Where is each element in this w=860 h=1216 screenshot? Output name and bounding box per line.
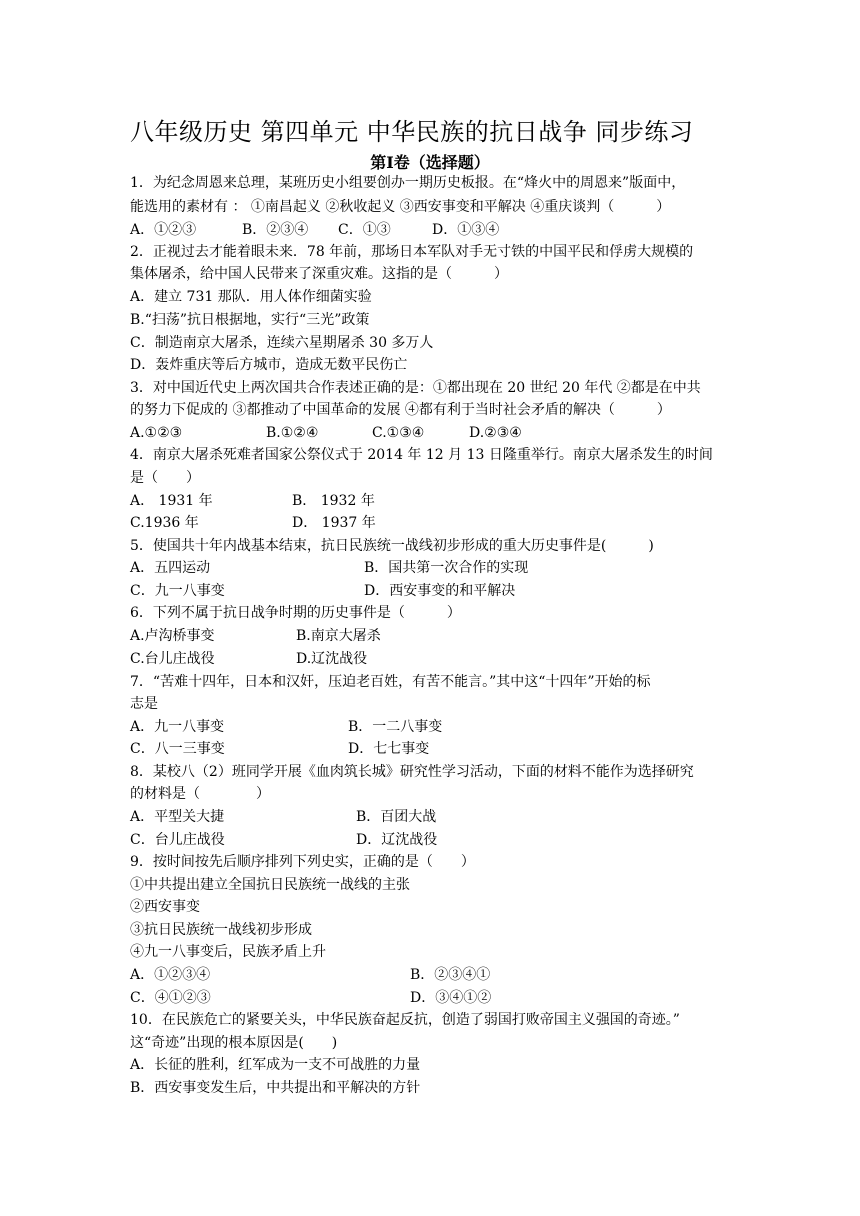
question-2-text: 集体屠杀，给中国人民带来了深重灾难。这指的是（ ） bbox=[130, 266, 508, 282]
option: B.①②④ bbox=[266, 425, 319, 441]
question-4-text: 4．南京大屠杀死难者国家公祭仪式于 2014 年 12 月 13 日隆重举行。南京大屠杀发生的时间 bbox=[130, 447, 713, 463]
option: A．①②③④ bbox=[130, 967, 211, 983]
option: B．国共第一次合作的实现 bbox=[364, 560, 529, 576]
option: B． 1932 年 bbox=[292, 493, 375, 509]
option: B．②③④ bbox=[242, 222, 309, 238]
question-8-text: 8．某校八（2）班同学开展《血肉筑长城》研究性学习活动，下面的材料不能作为选择研究 bbox=[130, 764, 694, 780]
option: D．辽沈战役 bbox=[356, 832, 438, 848]
option: C.台儿庄战役 bbox=[130, 651, 215, 667]
option: A.①②③ bbox=[130, 425, 183, 441]
question-4-text: 是（ ） bbox=[130, 470, 200, 486]
question-9-item: ④九一八事变后，民族矛盾上升 bbox=[130, 944, 326, 960]
question-9-item: ①中共提出建立全国抗日民族统一战线的主张 bbox=[130, 877, 410, 893]
option: A.卢沟桥事变 bbox=[130, 628, 215, 644]
option: D．③④①② bbox=[410, 990, 492, 1006]
option: B．西安事变发生后，中共提出和平解决的方针 bbox=[130, 1080, 421, 1096]
question-3-text: 3．对中国近代史上两次国共合作表述正确的是：①都出现在 20 世纪 20 年代 ②都是在中共 bbox=[130, 380, 701, 396]
question-3-text: 的努力下促成的 ③都推动了中国革命的发展 ④都有利于当时社会矛盾的解决（ ） bbox=[130, 402, 671, 418]
option: D．七七事变 bbox=[348, 741, 430, 757]
option: D． 1937 年 bbox=[292, 515, 376, 531]
question-9-item: ②西安事变 bbox=[130, 899, 200, 915]
option: A．长征的胜利，红军成为一支不可战胜的力量 bbox=[130, 1057, 421, 1073]
question-1-text: 能选用的素材有 ： ①南昌起义 ②秋收起义 ③西安事变和平解决 ④重庆谈判（ ） bbox=[130, 199, 671, 215]
question-6-text: 6．下列不属于抗日战争时期的历史事件是（ ） bbox=[130, 605, 461, 621]
question-8-text: 的材料是（ ） bbox=[130, 786, 270, 802]
option: A．平型关大捷 bbox=[130, 809, 225, 825]
option: A．建立 731 那队．用人体作细菌实验 bbox=[130, 289, 372, 305]
question-7-text: 志是 bbox=[130, 696, 158, 712]
option: A．九一八事变 bbox=[130, 719, 225, 735]
option: D.②③④ bbox=[469, 425, 522, 441]
question-10-text: 这“奇迹”出现的根本原因是( ) bbox=[130, 1035, 338, 1051]
option: A．①②③ bbox=[130, 222, 197, 238]
option: D．轰炸重庆等后方城市，造成无数平民伤亡 bbox=[130, 357, 408, 373]
option: A． 1931 年 bbox=[130, 493, 213, 509]
question-5-text: 5．使国共十年内战基本结束，抗日民族统一战线初步形成的重大历史事件是( ) bbox=[130, 538, 654, 554]
question-1-text: 1．为纪念周恩来总理，某班历史小组要创办一期历史板报。在“烽火中的周恩来”版面中， bbox=[130, 175, 686, 191]
question-9-text: 9．按时间按先后顺序排列下列史实，正确的是（ ） bbox=[130, 854, 475, 870]
page-title: 八年级历史 第四单元 中华民族的抗日战争 同步练习 bbox=[130, 118, 694, 146]
question-7-text: 7．“苦难十四年，日本和汉奸，压迫老百姓，有苦不能言。”其中这“十四年”开始的标 bbox=[130, 674, 651, 690]
option: C．①③ bbox=[338, 222, 391, 238]
option: B.南京大屠杀 bbox=[296, 628, 381, 644]
option: C．八一三事变 bbox=[130, 741, 225, 757]
section-heading: 第Ⅰ卷（选择题） bbox=[370, 153, 490, 172]
question-9-item: ③抗日民族统一战线初步形成 bbox=[130, 922, 312, 938]
option: C．九一八事变 bbox=[130, 583, 225, 599]
option: A．五四运动 bbox=[130, 560, 211, 576]
option: C．④①②③ bbox=[130, 990, 211, 1006]
question-10-text: 10．在民族危亡的紧要关头，中华民族奋起反抗，创造了弱国打败帝国主义强国的奇迹。” bbox=[130, 1012, 680, 1028]
option: B.“扫荡”抗日根据地，实行“三光”政策 bbox=[130, 312, 370, 328]
option: C.①③④ bbox=[372, 425, 425, 441]
option: C．台儿庄战役 bbox=[130, 832, 225, 848]
option: D．①③④ bbox=[432, 222, 500, 238]
option: D．西安事变的和平解决 bbox=[364, 583, 516, 599]
option: B．一二八事变 bbox=[348, 719, 443, 735]
option: C．制造南京大屠杀，连续六星期屠杀 30 多万人 bbox=[130, 335, 434, 351]
option: B．百团大战 bbox=[356, 809, 437, 825]
option: D.辽沈战役 bbox=[296, 651, 368, 667]
question-2-text: 2．正视过去才能着眼未来．78 年前，那场日本军队对手无寸铁的中国平民和俘虏大规模的 bbox=[130, 244, 694, 260]
option: C.1936 年 bbox=[130, 515, 199, 531]
option: B．②③④① bbox=[410, 967, 491, 983]
